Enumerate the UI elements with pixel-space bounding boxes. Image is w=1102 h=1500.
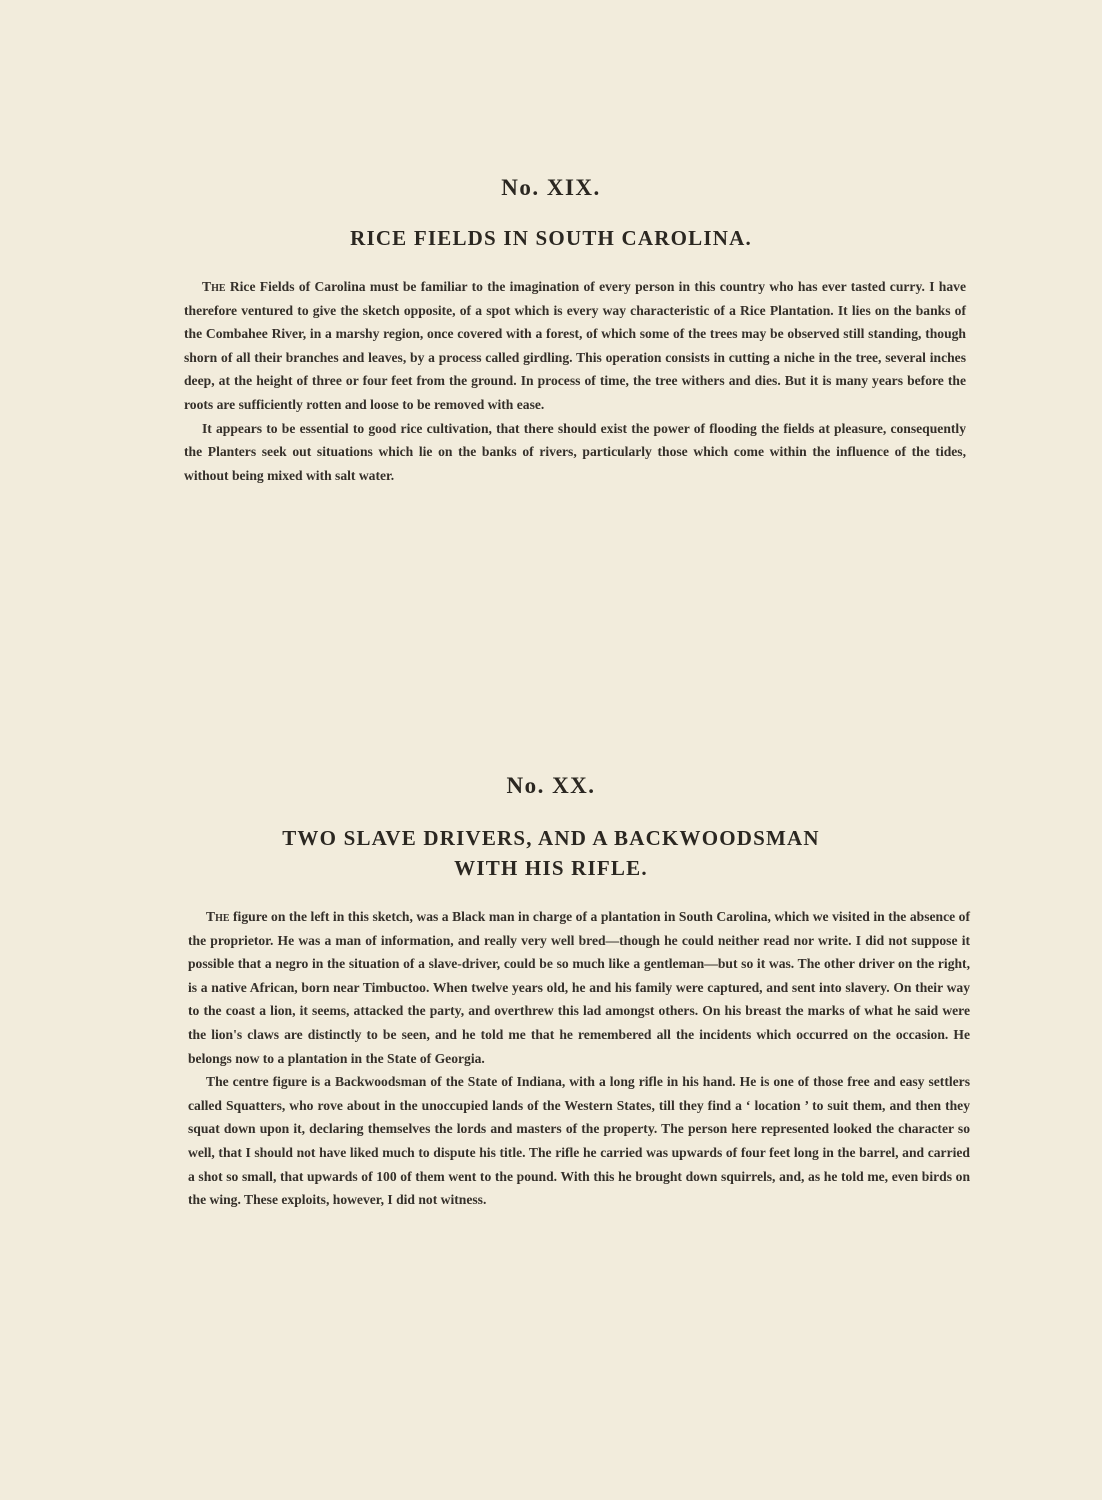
plate-description: [184, 275, 966, 487]
plate-xx-section: [0, 773, 1102, 1212]
plate-xix-section: [0, 175, 1102, 487]
paragraph-lead-word: The: [202, 279, 226, 294]
plate-number: No. XX.: [506, 773, 596, 798]
plate-title-line-1: TWO SLAVE DRIVERS, AND A BACKWOODSMAN: [282, 826, 820, 850]
paragraph-text: figure on the left in this sketch, was a Black man in charge of a plantation in South Carolina, which we visited in the absence of the proprietor. He was a man of information, and really very well bred—though he could neither read nor write. I did not suppose it possible that a negro in the situation of a slave-driver, could be so much like a gentleman—but so it was. The other driver on the right, is a native African, born near Timbuctoo. When twelve years old, he and his family were captured, and sent into slavery. On their way to the coast a lion, it seems, attacked the party, and overthrew this lad amongst others. On his breast the marks of what he said were the lion's claws are distinctly to be seen, and he told me that he remembered all the incidents which occurred on the occasion. He belongs now to a plantation in the State of Georgia.: [188, 909, 970, 1066]
paragraph: [188, 1070, 970, 1212]
paragraph-text: It appears to be essential to good rice cultivation, that there should exist the power of flooding the fields at pleasure, consequently the Planters seek out situations which lie on the banks of rivers, particularly those which come within the influence of the tides, without being mixed with salt water.: [184, 420, 966, 483]
paragraph-lead-word: The: [206, 909, 230, 924]
paragraph-text: The centre figure is a Backwoodsman of the State of Indiana, with a long rifle in his hand. He is one of those free and easy settlers called Squatters, who rove about in the unoccupied lands of the Western States, till they find a ‘ location ’ to suit them, and then they squat down upon it, declaring themselves the lords and masters of the property. The person here represented looked the character so well, that I should not have liked much to dispute his title. The rifle he carried was upwards of four feet long in the barrel, and carried a shot so small, that upwards of 100 of them went to the pound. With this he brought down squirrels, and, as he told me, even birds on the wing. These exploits, however, I did not witness.: [188, 1074, 970, 1208]
plate-description: [188, 905, 970, 1212]
paragraph: [184, 275, 966, 417]
plate-title: [0, 823, 1102, 883]
plate-title: RICE FIELDS IN SOUTH CAROLINA.: [350, 226, 752, 250]
paragraph: [184, 417, 966, 488]
paragraph-text: Rice Fields of Carolina must be familiar to the imagination of every person in this country who has ever tasted curry. I have therefore ventured to give the sketch opposite, of a spot which is every way characteristic of a Rice Plantation. It lies on the banks of the Combahee River, in a marshy region, once covered with a forest, of which some of the trees may be observed still standing, though shorn of all their branches and leaves, by a process called girdling. This operation consists in cutting a niche in the tree, several inches deep, at the height of three or four feet from the ground. In process of time, the tree withers and dies. But it is many years before the roots are sufficiently rotten and loose to be removed with ease.: [184, 279, 966, 412]
plate-title-line-2: WITH HIS RIFLE.: [454, 856, 648, 880]
paragraph: [188, 905, 970, 1070]
plate-number: No. XIX.: [501, 175, 601, 200]
